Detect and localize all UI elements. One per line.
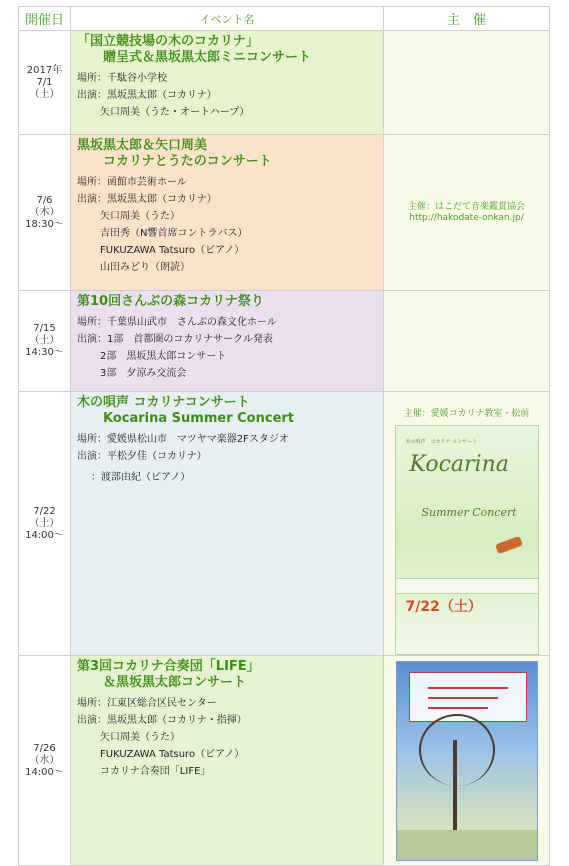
host-name: 主催：はこだて音楽鑑賞協会 <box>407 201 525 212</box>
date-line: 7/15 <box>33 323 56 334</box>
event-cast: 矢口周美（うた） <box>100 211 180 222</box>
table-row <box>19 291 550 392</box>
event-cell <box>71 392 384 656</box>
date-line: 14:00～ <box>25 766 64 778</box>
event-cell <box>71 135 384 291</box>
host-text <box>384 202 549 224</box>
date-line: （土） <box>29 517 60 529</box>
host-cell <box>384 31 550 135</box>
event-cell <box>71 31 384 135</box>
event-cast: FUKUZAWA Tatsuro（ピアノ） <box>100 245 245 256</box>
event-info <box>71 314 383 382</box>
poster-text-line <box>428 687 508 689</box>
date-line: 18:30～ <box>25 218 64 230</box>
host-url[interactable]: http://hakodate-onkan.jp/ <box>409 212 524 223</box>
title-line: 黒坂黒太郎＆矢口周美 <box>77 138 208 153</box>
date-line: 7/26 <box>33 742 56 754</box>
host-cell <box>384 135 550 291</box>
event-info <box>71 174 383 276</box>
event-cast: FUKUZAWA Tatsuro（ピアノ） <box>100 749 245 760</box>
poster-date: 7/22（土） <box>405 599 482 615</box>
date-line: 7/22 <box>33 505 56 517</box>
title-line: 「国立競技場の木のコカリナ」 <box>77 34 259 49</box>
title-line: コカリナとうたのコンサート <box>103 154 272 169</box>
poster-title: Kocarina <box>409 452 509 477</box>
date-line: （土） <box>29 88 60 100</box>
header-row <box>19 7 550 31</box>
concert-poster-image[interactable] <box>396 661 538 861</box>
event-cast: 矢口周美（うた・オートハープ） <box>100 107 250 118</box>
header-host: 主 催 <box>384 7 550 31</box>
event-title <box>71 392 383 431</box>
event-date <box>19 31 71 135</box>
poster-text-line <box>428 697 498 699</box>
event-date <box>19 656 71 866</box>
event-cast: 山田みどり（朗読） <box>100 262 190 273</box>
tree-crown <box>419 714 495 786</box>
kocarina-instrument-icon <box>495 536 523 554</box>
date-line: 14:30～ <box>25 347 64 358</box>
title-line: ＆黒坂黒太郎コンサート <box>103 675 247 690</box>
event-place: 場所：千駄谷小学校 <box>77 73 167 84</box>
table-row <box>19 31 550 135</box>
event-place: 場所：函館市芸術ホール <box>77 177 187 188</box>
table-row <box>19 135 550 291</box>
event-cast: コカリナ合奏団「LIFE」 <box>100 766 211 777</box>
event-table <box>18 6 550 866</box>
event-info <box>71 695 383 780</box>
event-title <box>71 656 383 695</box>
event-cast: 出演：黒坂黒太郎（コカリナ） <box>77 90 217 101</box>
table-row <box>19 656 550 866</box>
title-line: 第10回さんぶの森コカリナ祭り <box>77 294 264 309</box>
host-cell <box>384 291 550 392</box>
header-date: 開催日 <box>19 7 71 31</box>
date-line: 7/6 <box>36 194 53 206</box>
title-line: 木の唄声 コカリナコンサート <box>77 395 250 410</box>
date-line: 7/1 <box>36 76 53 88</box>
event-date <box>19 135 71 291</box>
event-cell <box>71 291 384 392</box>
event-cast: ：渡部由紀（ピアノ） <box>91 472 191 483</box>
event-date <box>19 392 71 656</box>
concert-poster-image[interactable] <box>395 425 539 655</box>
event-place: 場所：愛媛県松山市 マツヤマ楽器2Fスタジオ <box>77 434 289 445</box>
poster-text-line <box>428 707 488 709</box>
event-cast: 吉田秀（N響首席コントラバス） <box>100 228 248 239</box>
event-cast: 出演：黒坂黒太郎（コカリナ） <box>77 194 217 205</box>
event-place: 場所：江東区総合区民センター <box>77 698 217 709</box>
title-line: Kocarina Summer Concert <box>103 411 295 426</box>
title-line: 第3回コカリナ合奏団「LIFE」 <box>77 659 260 674</box>
date-line: （水） <box>29 754 60 766</box>
title-line: 贈呈式＆黒坂黒太郎ミニコンサート <box>103 50 312 65</box>
event-cast: 出演：平松夕佳（コカリナ） <box>77 451 207 462</box>
event-title <box>71 135 383 174</box>
date-line: （木） <box>29 206 60 218</box>
event-date <box>19 291 71 392</box>
event-title <box>71 291 383 314</box>
date-line: 2017年 <box>26 64 63 76</box>
event-cast: 出演：1部 首都圏のコカリナサークル発表 <box>77 334 273 345</box>
poster-ground <box>397 830 537 860</box>
event-cell <box>71 656 384 866</box>
poster-band <box>396 578 538 594</box>
header-event: イベント名 <box>71 7 384 31</box>
host-name: 主催：愛媛コカリナ教室・松前 <box>403 409 530 419</box>
event-info <box>71 70 383 121</box>
tree-trunk <box>453 740 457 830</box>
poster-heading: 木の唄声 コカリナ コンサート <box>405 439 477 445</box>
event-cast: 矢口周美（うた） <box>100 732 180 743</box>
poster-title-box <box>409 672 527 722</box>
host-cell <box>384 656 550 866</box>
event-place: 場所：千葉県山武市 さんぶの森文化ホール <box>77 317 277 328</box>
poster-subtitle: Summer Concert <box>421 506 517 519</box>
host-cell <box>384 392 550 656</box>
event-cast: 2部 黒坂黒太郎コンサート <box>100 351 227 362</box>
table-row <box>19 392 550 656</box>
event-info <box>71 431 383 486</box>
event-cast: 出演：黒坂黒太郎（コカリナ・指揮） <box>77 715 247 726</box>
event-title <box>71 31 383 70</box>
date-line: 14:00～ <box>25 529 64 541</box>
date-line: （土） <box>29 335 60 346</box>
event-cast: 3部 夕涼み交流会 <box>100 368 187 379</box>
